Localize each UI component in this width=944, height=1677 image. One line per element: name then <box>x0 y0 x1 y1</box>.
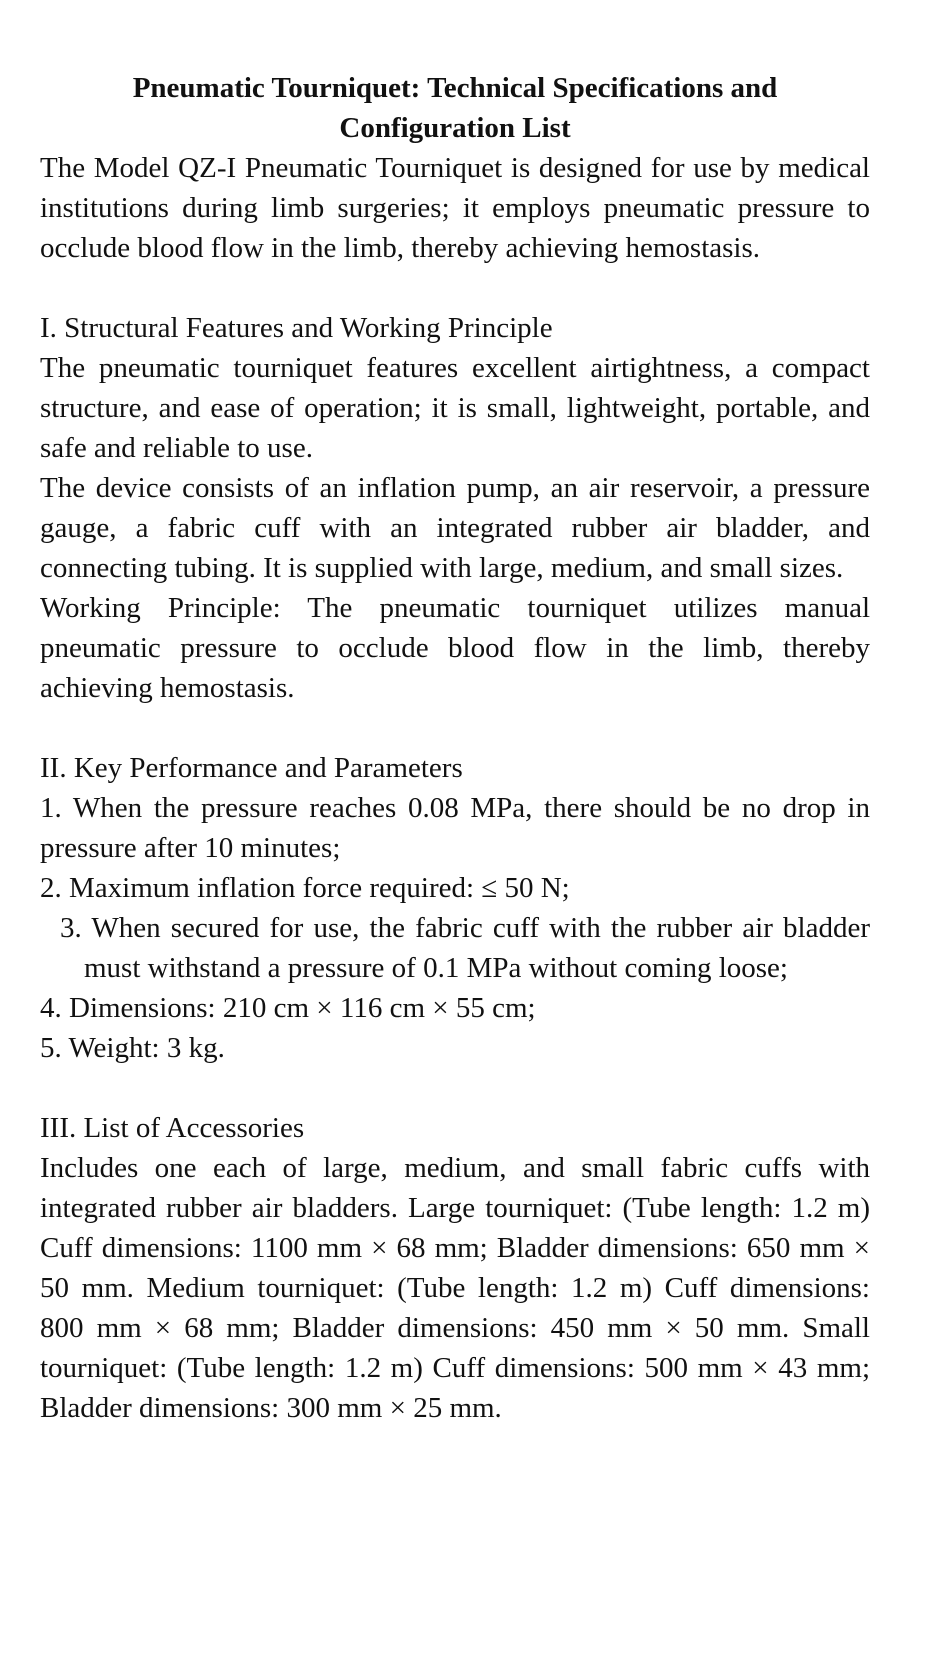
spec-item-2: 2. Maximum inflation force required: ≤ 50 N; <box>40 872 570 904</box>
section1-paragraph-principle: Working Principle: The pneumatic tourniquet utilizes manual pneumatic pressure to occlude blood flow in the limb, thereby achieving hemostasis. <box>40 592 870 704</box>
accessories-paragraph: Includes one each of large, medium, and small fabric cuffs with integrated rubber air bladders. Large tourniquet: (Tube length: 1.2 m) Cuff dimensions: 1100 mm × 68 mm; Bladder dimensions: 650 mm × 50 mm. Medium tourniquet: (Tube length: 1.2 m) Cuff dimensions: 800 mm × 68 mm; Bladder dimensions: 450 mm × 50 mm. Small tourniquet: (Tube length: 1.2 m) Cuff dimensions: 500 mm × 43 mm; Bladder dimensions: 300 mm × 25 mm. <box>40 1152 870 1424</box>
section1-paragraph-components: The device consists of an inflation pump, an air reservoir, a pressure gauge, a fabric cuff with an integrated rubber air bladder, and connecting tubing. It is supplied with large, medium, and small sizes. <box>40 472 870 584</box>
spec-item-3: 3. When secured for use, the fabric cuff with the rubber air bladder must withstand a pressure of 0.1 MPa without coming loose; <box>60 912 870 984</box>
section1-paragraph-features: The pneumatic tourniquet features excellent airtightness, a compact structure, and ease of operation; it is small, lightweight, portable, and safe and reliable to use. <box>40 352 870 464</box>
spec-item-5: 5. Weight: 3 kg. <box>40 1032 225 1064</box>
spec-item-1: 1. When the pressure reaches 0.08 MPa, there should be no drop in pressure after 10 minutes; <box>40 792 870 864</box>
document-page <box>40 68 870 1428</box>
section-spacer <box>40 708 870 748</box>
document-title: Pneumatic Tourniquet: Technical Specifications and Configuration List <box>132 72 778 144</box>
intro-paragraph: The Model QZ-I Pneumatic Tourniquet is designed for use by medical institutions during limb surgeries; it employs pneumatic pressure to occlude blood flow in the limb, thereby achieving hemostasis. <box>40 152 870 264</box>
section1-heading: I. Structural Features and Working Principle <box>40 312 553 344</box>
spec-item-4: 4. Dimensions: 210 cm × 116 cm × 55 cm; <box>40 992 536 1024</box>
section-spacer <box>40 268 870 308</box>
section-spacer <box>40 1068 870 1108</box>
section2-heading: II. Key Performance and Parameters <box>40 752 463 784</box>
section3-heading: III. List of Accessories <box>40 1112 305 1144</box>
